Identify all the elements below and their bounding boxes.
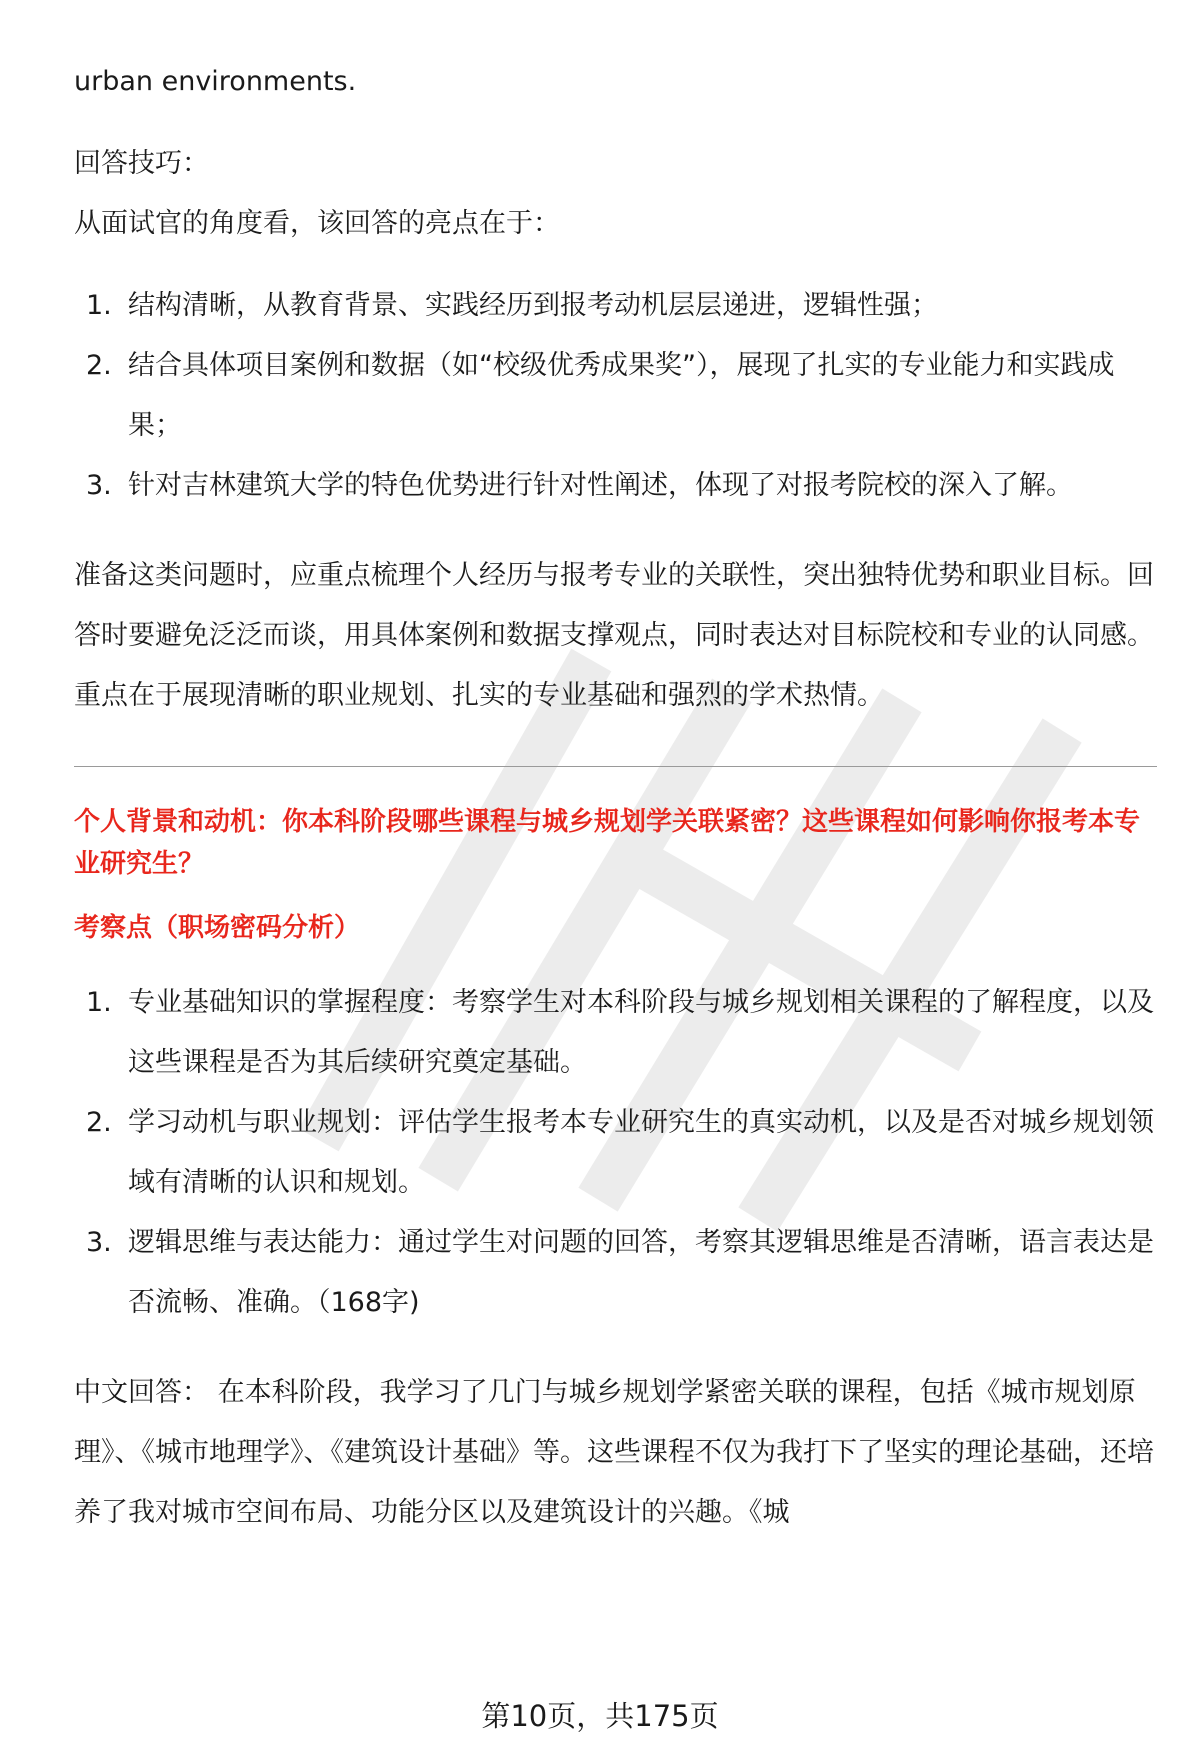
list-item <box>74 973 1154 1093</box>
chinese-answer: 中文回答： 在本科阶段，我学习了几门与城乡规划学紧密关联的课程，包括《城市规划原理》、《城市地理学》、《建筑设计基础》等。这些课程不仅为我打下了坚实的理论基础，还培养了我对城市空间布局、功能分区以及建筑设计的兴趣。《城 <box>74 1377 1154 1528</box>
list-text: 学习动机与职业规划：评估学生报考本专业研究生的真实动机，以及是否对城乡规划领域有清晰的认识和规划。 <box>128 1107 1154 1198</box>
assessment-points-list <box>74 973 1154 1333</box>
section-divider <box>74 766 1157 767</box>
document-body <box>74 52 1154 1543</box>
list-text: 结合具体项目案例和数据（如“校级优秀成果奖”），展现了扎实的专业能力和实践成果； <box>128 350 1115 441</box>
list-item <box>74 336 1154 456</box>
tips-lead: 从面试官的角度看，该回答的亮点在于： <box>74 208 560 239</box>
list-number: 3. <box>86 470 112 501</box>
list-text: 针对吉林建筑大学的特色优势进行针对性阐述，体现了对报考院校的深入了解。 <box>128 470 1073 501</box>
list-number: 2. <box>86 350 112 381</box>
intro-continuation: urban environments. <box>74 66 357 97</box>
list-text: 结构清晰，从教育背景、实践经历到报考动机层层递进，逻辑性强； <box>128 290 938 321</box>
list-item <box>74 1093 1154 1213</box>
page-number-footer: 第10页，共175页 <box>481 1699 719 1733</box>
tips-list <box>74 276 1154 516</box>
question-title: 个人背景和动机：你本科阶段哪些课程与城乡规划学关联紧密？这些课程如何影响你报考本专业研究生？ <box>74 807 1141 879</box>
list-number: 1. <box>86 987 112 1018</box>
list-item <box>74 456 1154 516</box>
tips-label: 回答技巧： <box>74 148 209 179</box>
list-number: 1. <box>86 290 112 321</box>
question-subheading: 考察点（职场密码分析） <box>74 913 361 943</box>
list-number: 3. <box>86 1227 112 1258</box>
tips-summary: 准备这类问题时，应重点梳理个人经历与报考专业的关联性，突出独特优势和职业目标。回答时要避免泛泛而谈，用具体案例和数据支撑观点，同时表达对目标院校和专业的认同感。重点在于展现清晰的职业规划、扎实的专业基础和强烈的学术热情。 <box>74 560 1154 711</box>
list-item <box>74 1213 1154 1333</box>
list-text: 逻辑思维与表达能力：通过学生对问题的回答，考察其逻辑思维是否清晰，语言表达是否流畅、准确。（168字) <box>128 1227 1154 1318</box>
list-text: 专业基础知识的掌握程度：考察学生对本科阶段与城乡规划相关课程的了解程度，以及这些课程是否为其后续研究奠定基础。 <box>128 987 1154 1078</box>
list-item <box>74 276 1154 336</box>
list-number: 2. <box>86 1107 112 1138</box>
